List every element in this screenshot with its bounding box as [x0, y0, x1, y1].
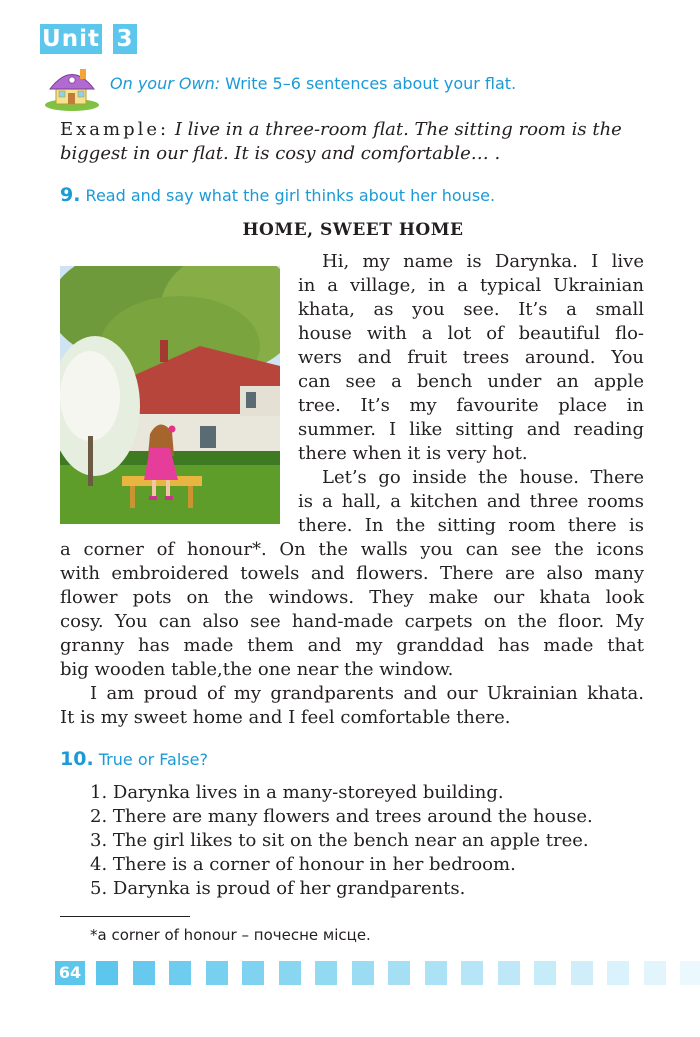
story-title: HOME, SWEET HOME [242, 220, 464, 240]
story-line: cosy. You can also see hand-made carpets on the floor. My [60, 611, 644, 632]
story-line: in a village, in a typical Ukrainian [298, 275, 644, 296]
list-item: 4. There is a corner of honour in her bedroom. [90, 854, 516, 875]
task-9-text: Read and say what the girl thinks about her house. [80, 186, 496, 205]
story-line: there when it is very hot. [298, 443, 528, 464]
story-line: summer. I like sitting and reading [298, 419, 644, 440]
story-line: I am proud of my grandparents and our Ukrainian khata. [90, 683, 644, 704]
story-line: can see a bench under an apple [298, 371, 644, 392]
task-10-heading [60, 748, 208, 770]
decorative-square [279, 961, 301, 985]
unit-label: Unit [40, 24, 102, 54]
story-line: granny has made them and my granddad has made that [60, 635, 644, 656]
on-your-own-instruction [110, 74, 516, 93]
list-item: 5. Darynka is proud of her grandparents. [90, 878, 466, 899]
story-line: with embroidered towels and flowers. There are also many [60, 563, 644, 584]
list-item: 2. There are many flowers and trees around the house. [90, 806, 593, 827]
unit-number: 3 [113, 24, 137, 54]
footnote: *a corner of honour – почесне місце. [90, 926, 371, 944]
decorative-square [607, 961, 629, 985]
task-10-number: 10. [60, 748, 94, 770]
example-label: Example: [60, 119, 170, 140]
story-line: It is my sweet home and I feel comfortable there. [60, 707, 511, 728]
task-9-number: 9. [60, 184, 81, 206]
story-line: a corner of honour*. On the walls you can see the icons [60, 539, 644, 560]
decorative-square [498, 961, 520, 985]
decorative-square [352, 961, 374, 985]
list-item: 1. Darynka lives in a many-storeyed building. [90, 782, 504, 803]
decorative-square [169, 961, 191, 985]
story-line: there. In the sitting room there is [298, 515, 644, 536]
decorative-square [680, 961, 700, 985]
decorative-square [133, 961, 155, 985]
story-line: khata, as you see. It’s a small [298, 299, 644, 320]
task-10-text: True or False? [93, 750, 208, 769]
true-false-list [90, 781, 593, 901]
story-line: tree. It’s my favourite place in [298, 395, 644, 416]
decorative-square [644, 961, 666, 985]
example-text: I live in a three-room flat. The sitting room is the biggest in our flat. It is cosy and comfortable… . [60, 119, 622, 164]
story-line: big wooden table,the one near the window. [60, 659, 454, 680]
story-line: Let’s go inside the house. There [322, 467, 644, 488]
story-line: flower pots on the windows. They make our khata look [60, 587, 644, 608]
decorative-square [425, 961, 447, 985]
house-icon [42, 62, 102, 112]
decorative-square [242, 961, 264, 985]
decorative-square [534, 961, 556, 985]
decorative-square [461, 961, 483, 985]
page-number: 64 [55, 961, 85, 985]
decorative-square [388, 961, 410, 985]
example-paragraph [60, 118, 644, 166]
story-line: Hi, my name is Darynka. I live [322, 251, 644, 272]
story-line: wers and fruit trees around. You [298, 347, 644, 368]
list-item: 3. The girl likes to sit on the bench near an apple tree. [90, 830, 589, 851]
girl-on-bench-near-house-picture [60, 266, 280, 524]
task-9-heading [60, 184, 495, 206]
decorative-square [315, 961, 337, 985]
story-line: is a hall, a kitchen and three rooms [298, 491, 644, 512]
decorative-square [571, 961, 593, 985]
footnote-divider [60, 916, 190, 917]
on-your-own-lead: On your Own: [110, 74, 221, 93]
decorative-square [96, 961, 118, 985]
decorative-square [206, 961, 228, 985]
story-line: house with a lot of beautiful flo- [298, 323, 644, 344]
on-your-own-text: Write 5–6 sentences about your flat. [220, 74, 517, 93]
